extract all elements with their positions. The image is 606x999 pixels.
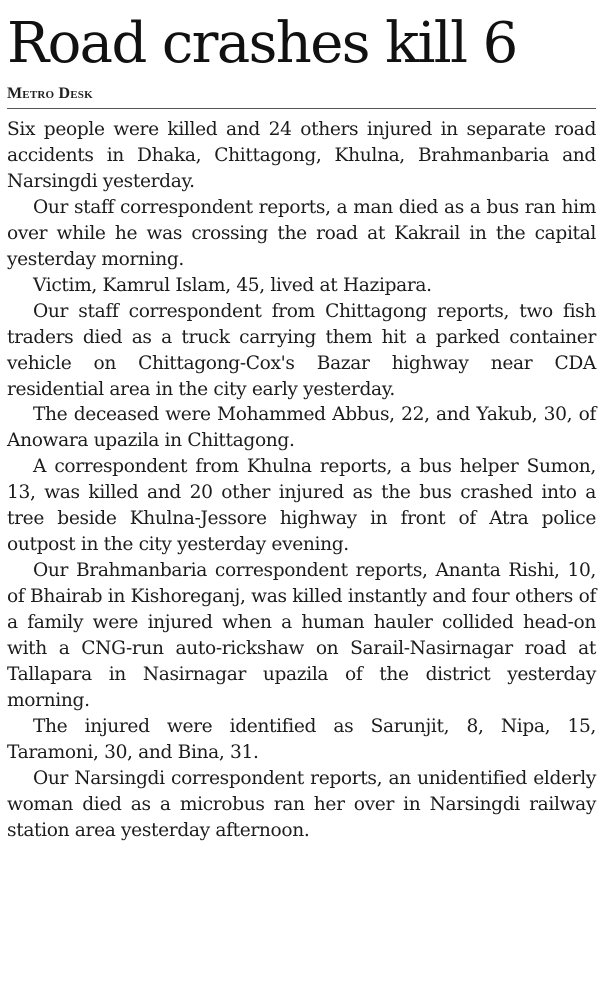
article-body xyxy=(7,117,596,844)
paragraph: Our staff correspondent reports, a man died as a bus ran him over while he was crossing the road at Kakrail in the capital yesterday morning. xyxy=(7,196,596,270)
paragraph: Our Narsingdi correspondent reports, an unidentified elderly woman died as a microbus ran her over in Narsingdi railway station area yesterday afternoon. xyxy=(7,767,596,841)
paragraph: A correspondent from Khulna reports, a bus helper Sumon, 13, was killed and 20 other injured as the bus crashed into a tree beside Khulna-Jessore highway in front of Atra police outpost in the city yesterday evening. xyxy=(7,456,596,556)
paragraph: Victim, Kamrul Islam, 45, lived at Hazipara. xyxy=(33,274,432,296)
paragraph: The deceased were Mohammed Abbus, 22, and Yakub, 30, of Anowara upazila in Chittagong. xyxy=(7,404,596,452)
byline: Metro Desk xyxy=(7,85,93,102)
paragraph: The injured were identified as Sarunjit, 8, Nipa, 15, Taramoni, 30, and Bina, 31. xyxy=(7,715,596,763)
byline-divider xyxy=(7,108,596,109)
news-article xyxy=(0,11,606,999)
paragraph: Our staff correspondent from Chittagong reports, two fish traders died as a truck carrying them hit a parked container vehicle on Chittagong-Cox's Bazar highway near CDA residential area in the city early yesterday. xyxy=(7,300,596,400)
paragraph: Our Brahmanbaria correspondent reports, Ananta Rishi, 10, of Bhairab in Kishoreganj, was killed instantly and four others of a family were injured when a human hauler collided head-on with a CNG-run auto-rickshaw on Sarail-Nasirnagar road at Tallapara in Nasirnagar upazila of the district yesterday morning. xyxy=(7,560,596,711)
paragraph: Six people were killed and 24 others injured in separate road accidents in Dhaka, Chittagong, Khulna, Brahmanbaria and Narsingdi yesterday. xyxy=(7,119,596,192)
headline: Road crashes kill 6 xyxy=(7,11,517,76)
